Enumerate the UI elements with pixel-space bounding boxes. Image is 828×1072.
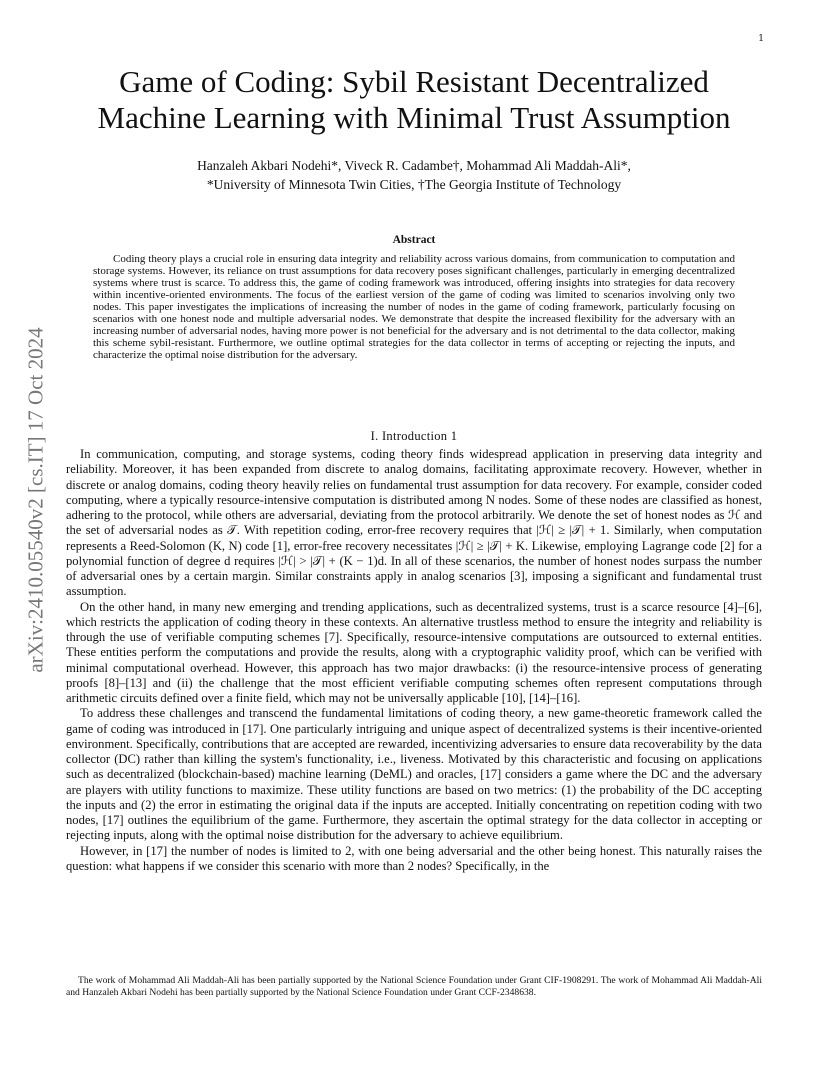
affiliations-line: *University of Minnesota Twin Cities, †The Georgia Institute of Technology xyxy=(206,177,622,192)
author-block xyxy=(60,156,768,194)
footnote: The work of Mohammad Ali Maddah-Ali has been partially supported by the National Science Foundation under Grant CIF-1908291. The work of Mohammad Ali Maddah-Ali and Hanzaleh Akbari Nodehi has been partially supported by the National Science Foundation under Grant CCF-2348638. xyxy=(66,975,762,998)
title-line-2: Machine Learning with Minimal Trust Assumption xyxy=(97,100,731,135)
section-heading: I. Introduction 1 xyxy=(370,429,458,443)
paragraph-2: On the other hand, in many new emerging and trending applications, such as decentralized systems, trust is a scarce resource [4]–[6], which restricts the application of coding theory in these contexts. An alternative trustless method to ensure the integrity and reliability is through the use of verifiable computing schemes [7]. Specifically, resource-intensive computations are outsourced to external entities. These entities perform the computations and provide the results, along with a cryptographic validity proof, which can be verified with minimal computational overhead. However, this approach has two major drawbacks: (i) the resource-intensive process of generating proofs [8]–[13] and (ii) the challenge that the most efficient verifiable computing schemes often represent computations through arithmetic circuits defined over a finite field, which may not be universally applicable [10], [14]–[16]. xyxy=(66,599,762,705)
authors-line: Hanzaleh Akbari Nodehi*, Viveck R. Cadambe†, Mohammad Ali Maddah-Ali*, xyxy=(197,158,631,173)
abstract-heading: Abstract xyxy=(392,234,436,246)
paragraph-4: However, in [17] the number of nodes is limited to 2, with one being adversarial and the other being honest. This naturally raises the question: what happens if we consider this scenario with more than 2 nodes? Specifically, in the xyxy=(66,843,762,873)
body-text xyxy=(66,447,762,874)
abstract-text: Coding theory plays a crucial role in ensuring data integrity and reliability across various domains, from communication to computation and storage systems. However, its reliance on trust assumptions for data recovery poses significant challenges, particularly in emerging decentralized systems where trust is scarce. To address this, the game of coding framework was introduced, offering insights into strategies for data recovery within incentive-oriented environments. The focus of the earliest version of the game of coding was limited to scenarios involving only two nodes. This paper investigates the implications of increasing the number of nodes in the game of coding framework, particularly focusing on scenarios with one honest node and multiple adversarial nodes. We demonstrate that despite the increased flexibility for the adversary with an increasing number of adversarial nodes, having more power is not beneficial for the adversary and is not detrimental to the data collector, making this scheme sybil-resistant. Furthermore, we outline optimal strategies for the data collector in terms of accepting or rejecting the inputs, and characterize the optimal noise distribution for the adversary. xyxy=(93,253,735,361)
paper-title xyxy=(60,64,768,136)
paragraph-1: In communication, computing, and storage systems, coding theory finds widespread application in preserving data integrity and reliability. Moreover, it has been expanded from discrete to analog domains, facilitating approximate recovery. However, whether in discrete or analog domains, coding theory heavily relies on fundamental trust assumption for data recovery. For example, consider coded computing, where a typically resource-intensive computation is distributed among N nodes. Some of these nodes are classified as honest, adhering to the protocol, while others are adversarial, deviating from the protocol arbitrarily. We denote the set of honest nodes as ℋ and the set of adversarial nodes as 𝒯. With repetition coding, error-free recovery requires that |ℋ| ≥ |𝒯| + 1. Similarly, when computation represents a Reed-Solomon (K, N) code [1], error-free recovery necessitates |ℋ| ≥ |𝒯| + K. Likewise, employing Lagrange code [2] for a polynomial function of degree d requires |ℋ| > |𝒯| + (K − 1)d. In all of these scenarios, the number of honest nodes surpass the number of adversarial ones by a certain margin. Similar constraints apply in analog scenarios [3], imposing a significant and fundamental trust assumption. xyxy=(66,447,762,599)
page-number: 1 xyxy=(758,34,764,44)
arxiv-stamp-text: arXiv:2410.05540v2 [cs.IT] 17 Oct 2024 xyxy=(23,327,48,673)
paragraph-3: To address these challenges and transcend the fundamental limitations of coding theory, a new game-theoretic framework called the game of coding was introduced in [17]. One particularly intriguing and unique aspect of decentralized systems is their incentive-oriented environment. Specifically, contributions that are accepted are rewarded, incentivizing adversaries to ensure data recoverability by the data collector (DC) rather than killing the system's functionality, i.e., liveness. Motivated by this characteristic and focusing on applications such as decentralized (blockchain-based) machine learning (DeML) and oracles, [17] considers a game where the DC and the adversary are players with utility functions to maximize. These utility functions are based on two metrics: (1) the probability of the DC accepting the inputs and (2) the error in estimating the original data if the inputs are accepted. Initially concentrating on repetition coding with two nodes, [17] outlines the equilibrium of the game. Furthermore, they ascertain the optimal strategy for the data collector in accepting or rejecting inputs, along with the optimal noise distribution for the adversary to achieve equilibrium. xyxy=(66,706,762,843)
title-line-1: Game of Coding: Sybil Resistant Decentralized xyxy=(119,64,709,99)
arxiv-stamp xyxy=(6,300,66,700)
